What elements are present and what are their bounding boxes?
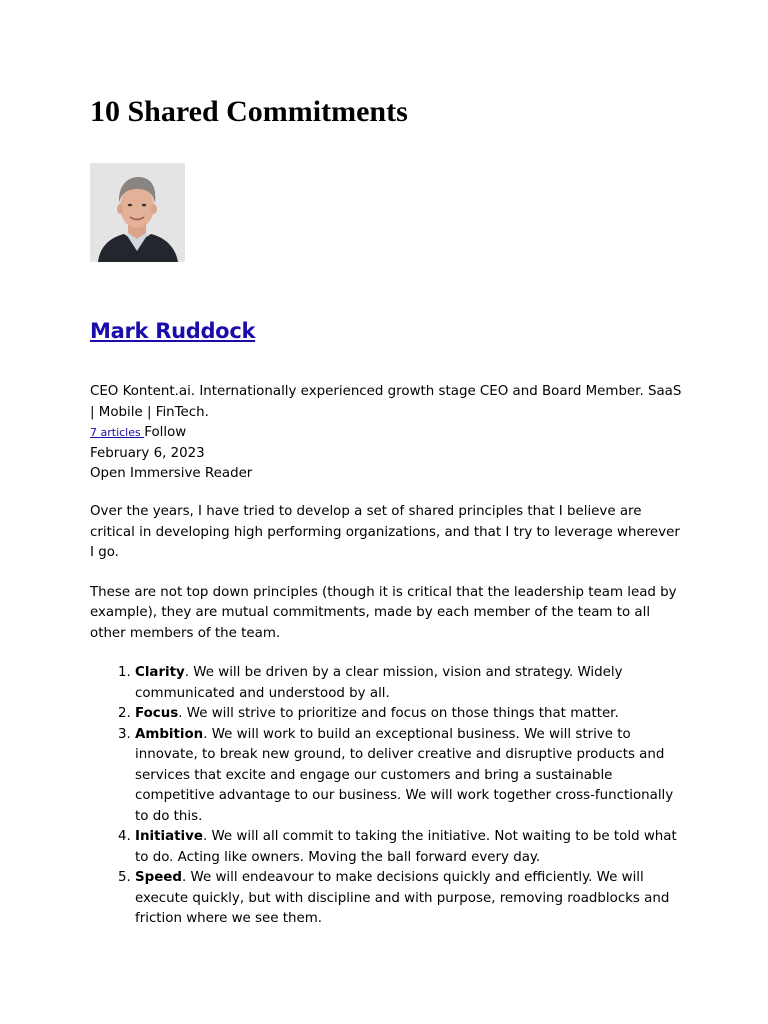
author-actions: [90, 423, 682, 444]
body-paragraph: Over the years, I have tried to develop a set of shared principles that I believe are critical in developing high performing organizations, and that I try to leverage wherever I go.: [90, 504, 680, 560]
commitments-list: [90, 663, 682, 930]
commitment-term: Ambition: [135, 726, 204, 742]
author-photo-icon: [90, 163, 185, 262]
list-item: [135, 868, 682, 930]
commitment-term: Speed: [135, 870, 182, 885]
author-headline: CEO Kontent.ai. Internationally experienced growth stage CEO and Board Member. SaaS | Mobile | FinTech.: [90, 384, 682, 420]
list-item: [135, 704, 682, 725]
commitment-text: . We will endeavour to make decisions quickly and efficiently. We will execute quickly, but with discipline and with purpose, removing roadblocks and friction where we see them.: [135, 870, 670, 926]
list-item: [135, 827, 682, 868]
article-title: 10 Shared Commitments: [90, 95, 408, 128]
author-avatar[interactable]: [90, 163, 185, 262]
author-meta: [90, 382, 682, 485]
publish-date: February 6, 2023: [90, 445, 205, 461]
body-paragraph: These are not top down principles (though it is critical that the leadership team lead by example), they are mutual commitments, made by each member of the team to all other members of the team.: [90, 584, 677, 641]
immersive-reader-button[interactable]: Open Immersive Reader: [90, 466, 253, 481]
commitment-text: . We will all commit to taking the initiative. Not waiting to be told what to do. Acting like owners. Moving the ball forward every day.: [135, 829, 677, 865]
commitment-text: . We will be driven by a clear mission, vision and strategy. Widely communicated and understood by all.: [135, 665, 623, 701]
commitment-term: Initiative: [135, 829, 203, 844]
list-item: [135, 725, 682, 828]
commitment-term: Clarity: [135, 665, 185, 680]
follow-button[interactable]: Follow: [144, 425, 187, 440]
commitment-text: . We will strive to prioritize and focus on those things that matter.: [178, 706, 619, 721]
article-body: [90, 502, 682, 930]
commitment-text: . We will work to build an exceptional business. We will strive to innovate, to break new ground, to deliver creative and disruptive products and services that excite and engage our customers and bring a sustainable competitive advantage to our business. We will work together cross-functionally to do this.: [135, 726, 674, 824]
commitment-term: Focus: [135, 706, 179, 721]
author-name-link[interactable]: Mark Ruddock: [90, 319, 256, 343]
list-item: [135, 663, 682, 704]
articles-count-link[interactable]: 7 articles: [90, 426, 145, 439]
